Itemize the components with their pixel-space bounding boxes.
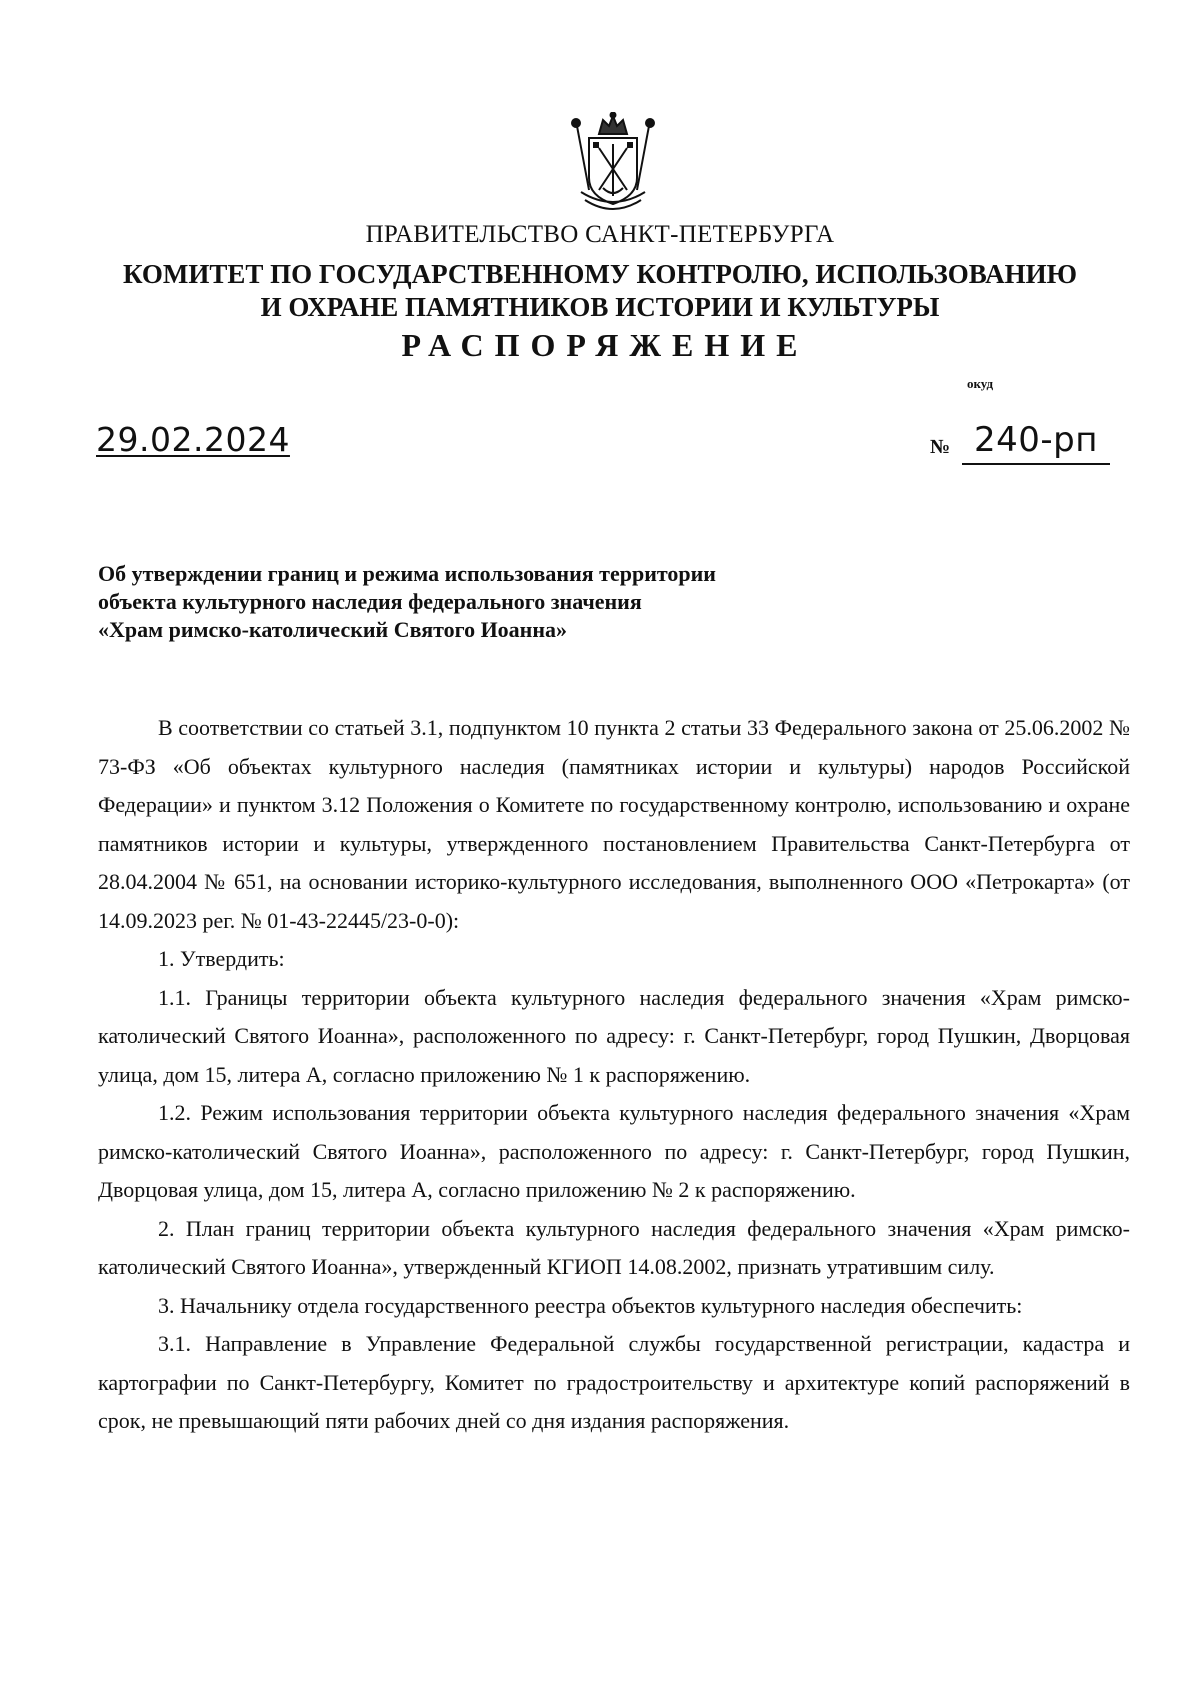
number-value: 240-рп [974,420,1098,460]
number-sign: № [930,436,951,458]
document-date: 29.02.2024 [96,420,290,459]
document-type: РАСПОРЯЖЕНИЕ [401,327,809,363]
okud-label: окуд [967,376,994,391]
subject-line1: Об утверждении границ и режима использования территории [98,561,716,586]
body-paragraph-1-1: 1.1. Границы территории объекта культурного наследия федерального значения «Храм римско-католический Святого Иоанна», расположенного по адресу: г. Санкт-Петербург, город Пушкин, Дворцовая улица, дом 15, литера А, согласно приложению № 1 к распоряжению. [98,984,1130,1087]
document-number [930,420,1110,470]
committee-title-line1: КОМИТЕТ ПО ГОСУДАРСТВЕННОМУ КОНТРОЛЮ, ИСПОЛЬЗОВАНИЮ [123,259,1077,289]
committee-title [0,258,1200,324]
body-paragraph-3: 3. Начальнику отдела государственного реестра объектов культурного наследия обеспечить: [158,1292,1023,1318]
committee-title-line2: И ОХРАНЕ ПАМЯТНИКОВ ИСТОРИИ И КУЛЬТУРЫ [260,292,940,322]
body-paragraph-preamble: В соответствии со статьей 3.1, подпунктом 10 пункта 2 статьи 33 Федерального закона от 25.06.2002 № 73-ФЗ «Об объектах культурного наследия (памятниках истории и культуры) народов Российской Федерации» и пунктом 3.12 Положения о Комитете по государственному контролю, использованию и охране памятников истории и культуры, утвержденного постановлением Правительства Санкт-Петербурга от 28.04.2004 № 651, на основании историко-культурного исследования, выполненного ООО «Петрокарта» (от 14.09.2023 рег. № 01-43-22445/23-0-0): [98,715,1130,933]
document-subject [98,560,998,644]
body-paragraph-2: 2. План границ территории объекта культурного наследия федерального значения «Храм римско-католический Святого Иоанна», утвержденный КГИОП 14.08.2002, признать утратившим силу. [98,1215,1130,1279]
number-underline [962,463,1110,465]
spb-coat-of-arms-icon [565,112,661,218]
subject-line2: объекта культурного наследия федерального значения [98,589,642,614]
government-title: ПРАВИТЕЛЬСТВО САНКТ-ПЕТЕРБУРГА [365,221,835,248]
document-body [98,709,1130,1441]
body-paragraph-1: 1. Утвердить: [158,946,285,971]
body-paragraph-3-1: 3.1. Направление в Управление Федеральной службы государственной регистрации, кадастра и картографии по Санкт-Петербургу, Комитет по градостроительству и архитектуре копий распоряжений в срок, не превышающий пяти рабочих дней со дня издания распоряжения. [98,1331,1130,1433]
subject-line3: «Храм римско-католический Святого Иоанна» [98,617,568,642]
body-paragraph-1-2: 1.2. Режим использования территории объекта культурного наследия федерального значения «Храм римско-католический Святого Иоанна», расположенного по адресу: г. Санкт-Петербург, город Пушкин, Дворцовая улица, дом 15, литера А, согласно приложению № 2 к распоряжению. [98,1100,1130,1202]
